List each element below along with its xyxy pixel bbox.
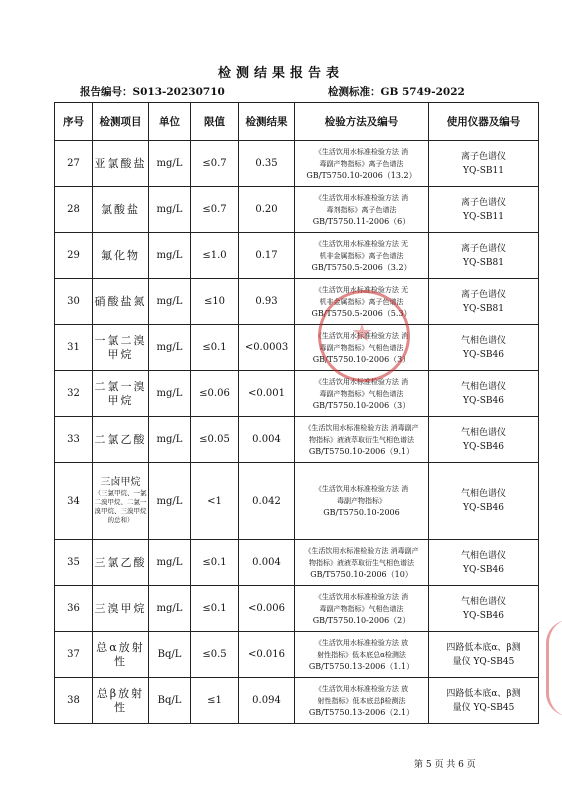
cell-no: 27: [55, 141, 93, 187]
cell-result: <0.006: [239, 586, 295, 632]
cell-unit: mg/L: [149, 586, 191, 632]
cell-limit: ≤1: [191, 678, 239, 724]
cell-method: [295, 187, 429, 233]
method-code: GB/T5750.13-2006（2.1）: [308, 707, 415, 717]
cell-method: [295, 463, 429, 540]
cell-method: [295, 233, 429, 279]
cell-no: 34: [55, 463, 93, 540]
cell-limit: ≤0.1: [191, 586, 239, 632]
table-row: [55, 187, 539, 233]
report-title: 检测结果报告表: [217, 66, 344, 81]
method-line: 毒副产物指标》气相色谱法: [319, 604, 404, 613]
table-row: [55, 632, 539, 678]
instrument-name: 离子色谱仪: [460, 197, 506, 208]
table-row: [55, 279, 539, 325]
cell-limit: ≤0.05: [191, 417, 239, 463]
cell-unit: mg/L: [149, 463, 191, 540]
instrument-id: YQ-SB11: [463, 211, 504, 222]
instrument-name: 气相色谱仪: [460, 381, 506, 392]
cell-item: 氯酸盐: [93, 187, 149, 233]
cell-instrument: [429, 417, 539, 463]
cell-no: 31: [55, 325, 93, 371]
cell-result: 0.094: [239, 678, 295, 724]
cell-item: 氟化物: [93, 233, 149, 279]
cell-limit: ≤0.7: [191, 187, 239, 233]
cell-result: 0.20: [239, 187, 295, 233]
cell-no: 33: [55, 417, 93, 463]
cell-item: 一氯二溴甲烷: [93, 325, 149, 371]
header-no: 序号: [55, 103, 93, 141]
method-line: 《生活饮用水标准检验方法 消: [314, 377, 409, 386]
cell-instrument: [429, 141, 539, 187]
instrument-id: YQ-SB46: [463, 564, 504, 575]
table-header-row: [55, 103, 539, 141]
method-line: 《生活饮用水标准检验方法 消: [314, 485, 409, 493]
table-row: [55, 540, 539, 586]
table-row: [55, 371, 539, 417]
table-row: [55, 141, 539, 187]
method-code: GB/T5750.13-2006（1.1）: [308, 661, 415, 671]
instrument-name: 气相色谱仪: [460, 427, 506, 438]
cell-no: 30: [55, 279, 93, 325]
cell-unit: mg/L: [149, 141, 191, 187]
cell-no: 38: [55, 678, 93, 724]
cell-limit: <1: [191, 463, 239, 540]
table-row: [55, 233, 539, 279]
cell-result: 0.004: [239, 540, 295, 586]
instrument-id: 量仪 YQ-SB45: [452, 702, 515, 713]
cell-no: 35: [55, 540, 93, 586]
method-line: 《生活饮用水标准检验方法 放: [314, 684, 409, 693]
report-number: 报告编号：S013-20230710: [80, 86, 225, 98]
cell-instrument: [429, 187, 539, 233]
method-line: 毒副产物指标》气相色谱法: [319, 389, 404, 398]
instrument-id: YQ-SB46: [463, 610, 504, 621]
cell-unit: Bq/L: [149, 678, 191, 724]
cell-item: 三溴甲烷: [93, 586, 149, 632]
method-line: 《生活饮用水标准检验方法 消: [314, 147, 409, 156]
method-line: 毒副产物指标》: [337, 497, 386, 505]
test-standard: 检测标准：GB 5749-2022: [328, 86, 465, 98]
method-line: 《生活饮用水标准检验方法 无: [314, 239, 409, 248]
table-row: [55, 586, 539, 632]
method-line: 《生活饮用水标准检验方法 消: [314, 592, 409, 601]
instrument-name: 气相色谱仪: [460, 335, 506, 346]
cell-limit: ≤1.0: [191, 233, 239, 279]
method-line: 机非金属指标》离子色谱法: [319, 251, 404, 260]
method-line: 毒副产物指标》离子色谱法: [319, 159, 404, 168]
method-line: 物指标》液液萃取衍生气相色谱法: [309, 558, 414, 567]
cell-result: <0.0003: [239, 325, 295, 371]
cell-instrument: [429, 586, 539, 632]
cell-result: 0.35: [239, 141, 295, 187]
cell-instrument: [429, 325, 539, 371]
cell-unit: mg/L: [149, 187, 191, 233]
method-code: GB/T5750.10-2006（3）: [312, 354, 411, 364]
method-line: 毒副产物指标》气相色谱法: [319, 343, 404, 352]
instrument-name: 离子色谱仪: [460, 243, 506, 254]
cell-limit: ≤0.1: [191, 540, 239, 586]
cell-method: [295, 540, 429, 586]
cell-method: [295, 417, 429, 463]
header-result: 检测结果: [239, 103, 295, 141]
header-unit: 单位: [149, 103, 191, 141]
cell-method: [295, 678, 429, 724]
instrument-id: YQ-SB81: [463, 303, 504, 314]
cell-instrument: [429, 463, 539, 540]
instrument-name: 离子色谱仪: [460, 289, 506, 300]
method-code: GB/T5750.10-2006（2）: [312, 615, 411, 625]
cell-no: 37: [55, 632, 93, 678]
cell-result: <0.016: [239, 632, 295, 678]
cell-no: 29: [55, 233, 93, 279]
item-name: 三卤甲烷: [100, 477, 141, 488]
cell-limit: ≤0.1: [191, 325, 239, 371]
cell-unit: Bq/L: [149, 632, 191, 678]
table-row: [55, 463, 539, 540]
cell-instrument: [429, 678, 539, 724]
table-row: [55, 417, 539, 463]
cell-instrument: [429, 279, 539, 325]
cell-method: [295, 632, 429, 678]
cell-unit: mg/L: [149, 325, 191, 371]
cell-item: 二氯一溴甲烷: [93, 371, 149, 417]
instrument-id: YQ-SB11: [463, 165, 504, 176]
instrument-name: 四路低本底α、β测: [446, 642, 521, 653]
cell-no: 36: [55, 586, 93, 632]
cell-instrument: [429, 540, 539, 586]
cell-item: [93, 463, 149, 540]
instrument-id: YQ-SB46: [463, 441, 504, 452]
method-line: 射性指标》低本底总α检测法: [317, 650, 406, 659]
method-line: 射性指标》低本底总β检测法: [317, 696, 406, 705]
method-code: GB/T5750.10-2006: [323, 508, 400, 517]
header-method: 检验方法及编号: [295, 103, 429, 141]
cell-no: 28: [55, 187, 93, 233]
method-line: 《生活饮用水标准检验方法 放: [314, 638, 409, 647]
cell-unit: mg/L: [149, 279, 191, 325]
cell-unit: mg/L: [149, 540, 191, 586]
cell-method: [295, 586, 429, 632]
cell-unit: mg/L: [149, 233, 191, 279]
method-code: GB/T5750.10-2006（9.1）: [308, 446, 415, 456]
instrument-id: 量仪 YQ-SB45: [452, 656, 515, 667]
instrument-name: 离子色谱仪: [460, 151, 506, 162]
cell-result: 0.042: [239, 463, 295, 540]
instrument-name: 四路低本底α、β测: [446, 688, 521, 699]
method-line: 毒剂指标》离子色谱法: [326, 205, 397, 214]
item-note: （三氯甲烷、一氯二溴甲烷、二氯一溴甲烷、三溴甲烷的总和）: [94, 489, 147, 524]
method-line: 物指标》液液萃取衍生气相色谱法: [309, 435, 414, 444]
instrument-id: YQ-SB46: [463, 349, 504, 360]
cell-item: 三氯乙酸: [93, 540, 149, 586]
cell-unit: mg/L: [149, 371, 191, 417]
instrument-name: 气相色谱仪: [460, 596, 506, 607]
cell-result: <0.001: [239, 371, 295, 417]
cell-limit: ≤0.5: [191, 632, 239, 678]
cell-limit: ≤0.7: [191, 141, 239, 187]
method-code: GB/T5750.10-2006（3）: [312, 400, 411, 410]
method-line: 《生活饮用水标准检验方法 消: [314, 193, 409, 202]
header-item: 检测项目: [93, 103, 149, 141]
page-number: 第 5 页 共 6 页: [414, 760, 476, 770]
cell-instrument: [429, 371, 539, 417]
instrument-name: 气相色谱仪: [460, 550, 506, 561]
method-code: GB/T5750.10-2006（13.2）: [306, 170, 417, 180]
header-instrument: 使用仪器及编号: [429, 103, 539, 141]
method-code: GB/T5750.11-2006（6）: [312, 216, 411, 226]
method-line: 《生活饮用水标准检验方法 消毒副产: [304, 546, 419, 555]
method-line: 机非金属指标》离子色谱法: [319, 297, 404, 306]
method-code: GB/T5750.5-2006（5.3）: [311, 308, 412, 318]
method-code: GB/T5750.5-2006（3.2）: [311, 262, 412, 272]
method-line: 《生活饮用水标准检验方法 无: [314, 285, 409, 294]
table-row: [55, 325, 539, 371]
cell-item: 硝酸盐氮: [93, 279, 149, 325]
header-limit: 限值: [191, 103, 239, 141]
method-line: 《生活饮用水标准检验方法 消毒副产: [304, 423, 419, 432]
method-code: GB/T5750.10-2006（10）: [310, 569, 413, 579]
instrument-id: YQ-SB46: [463, 395, 504, 406]
table-row: [55, 678, 539, 724]
method-line: 《生活饮用水标准检验方法 消: [314, 331, 409, 340]
cell-method: [295, 141, 429, 187]
cell-instrument: [429, 632, 539, 678]
cell-unit: mg/L: [149, 417, 191, 463]
cell-item: 亚氯酸盐: [93, 141, 149, 187]
cell-item: 总α放射性: [93, 632, 149, 678]
cell-limit: ≤0.06: [191, 371, 239, 417]
results-table: [54, 102, 539, 724]
cell-item: 总β放射性: [93, 678, 149, 724]
instrument-id: YQ-SB46: [463, 503, 504, 513]
official-seal: [318, 290, 410, 382]
cell-item: 二氯乙酸: [93, 417, 149, 463]
cell-instrument: [429, 233, 539, 279]
cell-result: 0.93: [239, 279, 295, 325]
cell-limit: ≤10: [191, 279, 239, 325]
instrument-id: YQ-SB81: [463, 257, 504, 268]
cell-no: 32: [55, 371, 93, 417]
cell-result: 0.17: [239, 233, 295, 279]
edge-seal: [546, 620, 562, 716]
cell-result: 0.004: [239, 417, 295, 463]
instrument-name: 气相色谱仪: [460, 489, 506, 499]
